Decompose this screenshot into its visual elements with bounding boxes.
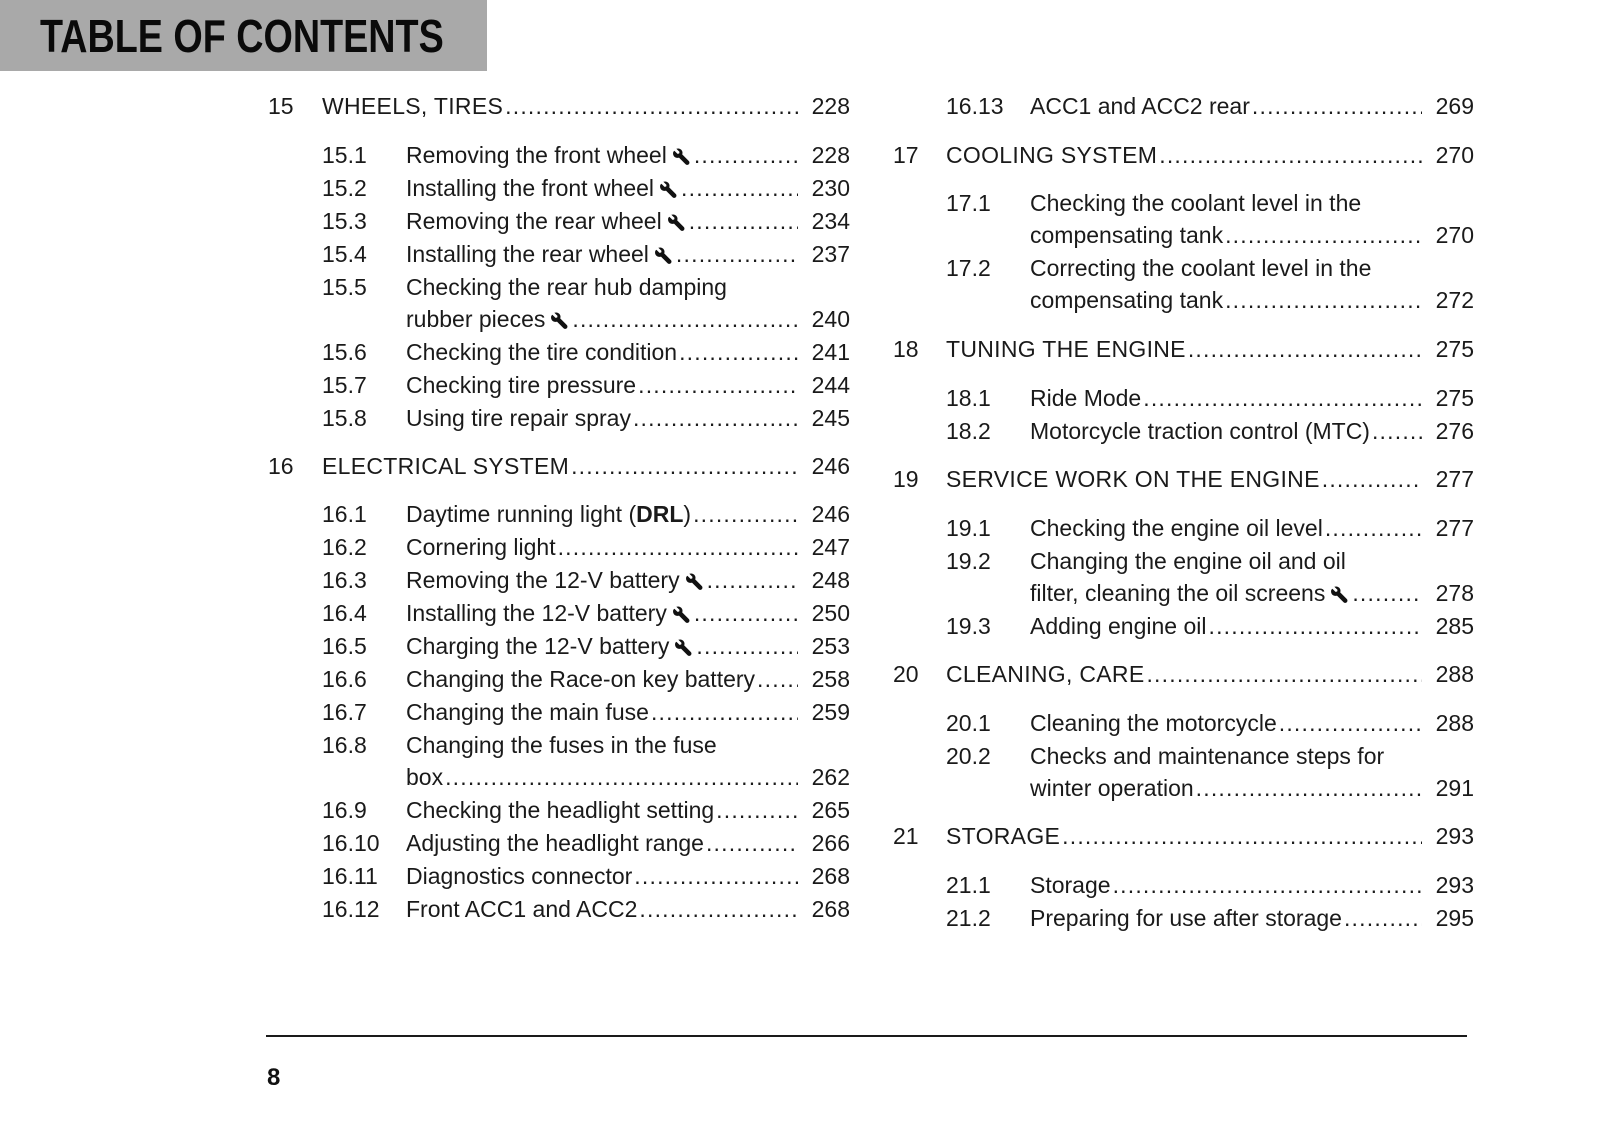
dot-leader [689, 207, 798, 235]
chapter-title [946, 335, 1188, 363]
section-number: 16.12 [322, 896, 380, 922]
toc-section-link[interactable] [1030, 221, 1430, 249]
page-title: TABLE OF CONTENTS [40, 10, 444, 62]
title-text: STORAGE [946, 823, 1061, 849]
section-number: 15.7 [322, 372, 367, 398]
title-text: Checking tire pressure [406, 372, 637, 398]
dot-leader [694, 141, 798, 169]
section-title [406, 829, 706, 857]
page-ref[interactable]: 293 [1435, 872, 1474, 898]
title-text: rubber pieces [406, 306, 546, 332]
toc-section-link[interactable] [406, 338, 806, 366]
dot-leader [634, 862, 798, 890]
section-title [406, 895, 639, 923]
section-title [1030, 92, 1252, 120]
section-title [406, 500, 693, 528]
section-number: 18.2 [946, 418, 991, 444]
section-number: 15.3 [322, 208, 367, 234]
section-title [406, 763, 445, 791]
chapter-number: 18 [893, 336, 919, 362]
toc-section-link[interactable] [406, 731, 806, 759]
section-number: 19.2 [946, 548, 991, 574]
page-ref[interactable]: 265 [811, 797, 850, 823]
dot-leader [1352, 579, 1422, 607]
section-number: 16.9 [322, 797, 367, 823]
section-number: 21.1 [946, 872, 991, 898]
page-ref[interactable]: 275 [1435, 336, 1474, 362]
toc-section-link[interactable] [1030, 742, 1430, 770]
toc-section-link[interactable] [1030, 579, 1430, 607]
section-number: 16.8 [322, 732, 367, 758]
toc-section-link[interactable] [1030, 417, 1430, 445]
wrench-icon [685, 573, 703, 591]
toc-section-link[interactable] [1030, 612, 1430, 640]
section-title [1030, 189, 1363, 217]
toc-section-link[interactable] [406, 240, 806, 268]
page-ref[interactable]: 247 [811, 534, 850, 560]
page-ref[interactable]: 259 [811, 699, 850, 725]
toc-section-link[interactable] [1030, 514, 1430, 542]
toc-section-link[interactable] [406, 862, 806, 890]
toc-section-link[interactable] [406, 665, 806, 693]
chapter-title [322, 452, 571, 480]
toc-section-link[interactable] [406, 796, 806, 824]
toc-section-link[interactable] [406, 273, 806, 301]
dot-leader [676, 240, 798, 268]
page-ref[interactable]: 278 [1435, 580, 1474, 606]
toc-section-link[interactable] [406, 829, 806, 857]
section-title [1030, 579, 1352, 607]
title-text: Correcting the coolant level in the [1030, 255, 1372, 281]
page-ref[interactable]: 276 [1435, 418, 1474, 444]
page-ref[interactable]: 230 [811, 175, 850, 201]
toc-chapter-link[interactable] [946, 660, 1430, 688]
dot-leader [1208, 612, 1422, 640]
page-ref[interactable]: 241 [811, 339, 850, 365]
title-text: Preparing for use after storage [1030, 905, 1342, 931]
chapter-number: 16 [268, 453, 294, 479]
page-ref[interactable]: 234 [811, 208, 850, 234]
title-text: Charging the 12-V battery [406, 633, 670, 659]
dot-leader [757, 665, 798, 693]
toc-chapter-link[interactable] [946, 335, 1430, 363]
toc-section-link[interactable] [1030, 92, 1430, 120]
toc-section-link[interactable] [1030, 189, 1430, 217]
dot-leader [1225, 221, 1422, 249]
dot-leader [706, 829, 798, 857]
page-ref[interactable]: 250 [811, 600, 850, 626]
dot-leader [639, 895, 798, 923]
dot-leader [1062, 822, 1422, 850]
section-title [406, 371, 638, 399]
toc-section-link[interactable] [406, 174, 806, 202]
title-text: Cornering light [406, 534, 556, 560]
section-number: 16.2 [322, 534, 367, 560]
page-ref[interactable]: 268 [811, 896, 850, 922]
section-number: 16.6 [322, 666, 367, 692]
dot-leader [572, 305, 798, 333]
section-title [1030, 612, 1208, 640]
page-ref[interactable]: 240 [811, 306, 850, 332]
chapter-number: 15 [268, 93, 294, 119]
section-title [406, 207, 689, 235]
section-title [406, 665, 757, 693]
page-ref[interactable]: 295 [1435, 905, 1474, 931]
page-ref[interactable]: 246 [811, 501, 850, 527]
title-text: Checking the rear hub damping [406, 274, 727, 300]
chapter-title [322, 92, 505, 120]
title-text: SERVICE WORK ON THE ENGINE [946, 466, 1320, 492]
section-title [406, 141, 694, 169]
title-text: Checking the coolant level in the [1030, 190, 1362, 216]
section-title [1030, 871, 1113, 899]
title-text: Cleaning the motorcycle [1030, 710, 1277, 736]
toc-chapter-link[interactable] [946, 822, 1430, 850]
section-number: 16.11 [322, 863, 378, 889]
title-text: Installing the front wheel [406, 175, 655, 201]
dot-leader [571, 452, 798, 480]
section-title [406, 174, 681, 202]
title-text: Ride Mode [1030, 385, 1142, 411]
dot-leader [633, 404, 798, 432]
section-number: 16.5 [322, 633, 367, 659]
chapter-number: 19 [893, 466, 919, 492]
title-text: Motorcycle traction control (MTC) [1030, 418, 1370, 444]
toc-section-link[interactable] [406, 141, 806, 169]
wrench-icon [550, 312, 568, 330]
section-number: 15.6 [322, 339, 367, 365]
dot-leader [1143, 384, 1422, 412]
title-text: COOLING SYSTEM [946, 142, 1158, 168]
title-text: WHEELS, TIRES [322, 93, 504, 119]
section-number: 16.4 [322, 600, 367, 626]
title-text: Checking the engine oil level [1030, 515, 1323, 541]
toc-section-link[interactable] [406, 371, 806, 399]
page-ref[interactable]: 246 [811, 453, 850, 479]
page-ref[interactable]: 237 [811, 241, 850, 267]
chapter-title [946, 465, 1322, 493]
page-ref[interactable]: 258 [811, 666, 850, 692]
section-title [1030, 514, 1325, 542]
toc-section-link[interactable] [406, 305, 806, 333]
title-text: Daytime running light ( [406, 501, 637, 527]
page-ref[interactable]: 228 [811, 142, 850, 168]
page-ref[interactable]: 253 [811, 633, 850, 659]
title-text: box [406, 764, 444, 790]
title-text: CLEANING, CARE [946, 661, 1145, 687]
section-title [406, 731, 719, 759]
dot-leader [1146, 660, 1422, 688]
section-title [1030, 221, 1225, 249]
section-number: 15.2 [322, 175, 367, 201]
title-text: Diagnostics connector [406, 863, 633, 889]
section-number: 21.2 [946, 905, 991, 931]
toc-section-link[interactable] [406, 566, 806, 594]
dot-leader [1279, 709, 1422, 737]
section-number: 19.3 [946, 613, 991, 639]
section-title [406, 338, 679, 366]
section-title [1030, 254, 1373, 282]
dot-leader [679, 338, 798, 366]
section-number: 20.1 [946, 710, 991, 736]
dot-leader [693, 500, 798, 528]
dot-leader [1372, 417, 1422, 445]
section-number: 17.2 [946, 255, 991, 281]
toc-section-link[interactable] [1030, 709, 1430, 737]
dot-leader [1344, 904, 1422, 932]
chapter-title [946, 141, 1159, 169]
dot-leader [1196, 774, 1422, 802]
wrench-icon [667, 214, 685, 232]
toc-chapter-link[interactable] [322, 452, 806, 480]
wrench-icon [672, 148, 690, 166]
dot-leader [505, 92, 798, 120]
section-number: 16.7 [322, 699, 367, 725]
page-ref[interactable]: 244 [811, 372, 850, 398]
toc-chapter-link[interactable] [322, 92, 806, 120]
title-text: ELECTRICAL SYSTEM [322, 453, 570, 479]
dot-leader [707, 566, 798, 594]
toc-section-link[interactable] [406, 207, 806, 235]
title-text: Removing the rear wheel [406, 208, 662, 234]
chapter-number: 17 [893, 142, 919, 168]
section-title [406, 240, 676, 268]
dot-leader [1252, 92, 1422, 120]
page-ref[interactable]: 291 [1435, 775, 1474, 801]
section-number: 15.8 [322, 405, 367, 431]
title-text: Installing the 12-V battery [406, 600, 667, 626]
dot-leader [1113, 871, 1422, 899]
toc-section-link[interactable] [406, 500, 806, 528]
section-number: 15.5 [322, 274, 367, 300]
page-ref[interactable]: 272 [1435, 287, 1474, 313]
section-title [406, 796, 716, 824]
section-title [1030, 904, 1344, 932]
section-title [1030, 286, 1225, 314]
title-text: Installing the rear wheel [406, 241, 649, 267]
section-title [406, 862, 634, 890]
title-text: winter operation [1030, 775, 1194, 801]
page-ref[interactable]: 275 [1435, 385, 1474, 411]
section-number: 15.1 [322, 142, 367, 168]
section-title [406, 599, 694, 627]
toc-section-link[interactable] [1030, 286, 1430, 314]
section-title [1030, 742, 1386, 770]
page-ref[interactable]: 285 [1435, 613, 1474, 639]
toc-section-link[interactable] [1030, 254, 1430, 282]
toc-section-link[interactable] [406, 533, 806, 561]
title-text: Removing the front wheel [406, 142, 667, 168]
section-title [1030, 774, 1196, 802]
page-ref[interactable]: 277 [1435, 515, 1474, 541]
title-text: Storage [1030, 872, 1111, 898]
section-title [406, 305, 572, 333]
section-title [406, 566, 707, 594]
toc-section-link[interactable] [406, 404, 806, 432]
title-text: Changing the Race-on key battery [406, 666, 756, 692]
section-number: 18.1 [946, 385, 991, 411]
title-text: Adjusting the headlight range [406, 830, 704, 856]
dot-leader [681, 174, 798, 202]
title-text: Front ACC1 and ACC2 [406, 896, 638, 922]
dot-leader [638, 371, 798, 399]
page-ref[interactable]: 277 [1435, 466, 1474, 492]
title-text: Checks and maintenance steps for [1030, 743, 1385, 769]
page-number: 8 [267, 1064, 281, 1091]
section-title [1030, 547, 1348, 575]
chapter-title [946, 660, 1146, 688]
dot-leader [445, 763, 798, 791]
title-text: Using tire repair spray [406, 405, 631, 431]
title-text: TUNING THE ENGINE [946, 336, 1186, 362]
wrench-icon [672, 606, 690, 624]
page-ref[interactable]: 248 [811, 567, 850, 593]
title-text: ACC1 and ACC2 rear [1030, 93, 1250, 119]
page-ref[interactable]: 245 [811, 405, 850, 431]
section-title [406, 533, 558, 561]
page-ref[interactable]: 270 [1435, 142, 1474, 168]
page-ref[interactable]: 262 [811, 764, 850, 790]
dot-leader [1188, 335, 1422, 363]
section-number: 16.13 [946, 93, 1004, 119]
page-ref[interactable]: 288 [1435, 661, 1474, 687]
toc-section-link[interactable] [1030, 547, 1430, 575]
dot-leader [558, 533, 798, 561]
section-title [406, 698, 651, 726]
toc-section-link[interactable] [1030, 904, 1430, 932]
toc-section-link[interactable] [1030, 384, 1430, 412]
toc-section-link[interactable] [406, 895, 806, 923]
title-text: Checking the tire condition [406, 339, 678, 365]
chapter-title [946, 822, 1062, 850]
page-ref[interactable]: 270 [1435, 222, 1474, 248]
footer-rule [266, 1035, 1467, 1037]
dot-leader [1325, 514, 1422, 542]
section-number: 16.3 [322, 567, 367, 593]
abbreviation-bold: DRL [636, 501, 684, 527]
title-text: Adding engine oil [1030, 613, 1207, 639]
toc-section-link[interactable] [406, 599, 806, 627]
title-suffix: ) [683, 501, 692, 527]
title-text: Removing the 12-V battery [406, 567, 680, 593]
dot-leader [651, 698, 798, 726]
section-title [406, 273, 729, 301]
title-text: compensating tank [1030, 222, 1224, 248]
section-number: 16.1 [322, 501, 367, 527]
section-number: 17.1 [946, 190, 991, 216]
page-ref[interactable]: 228 [811, 93, 850, 119]
chapter-number: 21 [893, 823, 919, 849]
page-ref[interactable]: 293 [1435, 823, 1474, 849]
wrench-icon [659, 181, 677, 199]
page-ref[interactable]: 268 [811, 863, 850, 889]
dot-leader [694, 599, 798, 627]
section-title [1030, 384, 1143, 412]
section-number: 20.2 [946, 743, 991, 769]
dot-leader [1322, 465, 1422, 493]
section-title [1030, 709, 1279, 737]
section-title [1030, 417, 1372, 445]
toc-section-link[interactable] [406, 698, 806, 726]
toc-section-link[interactable] [406, 763, 806, 791]
title-text: filter, cleaning the oil screens [1030, 580, 1326, 606]
wrench-icon [654, 247, 672, 265]
dot-leader [696, 632, 798, 660]
wrench-icon [1330, 586, 1348, 604]
section-number: 15.4 [322, 241, 367, 267]
section-title [406, 404, 633, 432]
page-ref[interactable]: 269 [1435, 93, 1474, 119]
dot-leader [716, 796, 798, 824]
dot-leader [1225, 286, 1422, 314]
toc-chapter-link[interactable] [946, 141, 1430, 169]
title-text: Changing the engine oil and oil [1030, 548, 1346, 574]
chapter-number: 20 [893, 661, 919, 687]
title-text: compensating tank [1030, 287, 1224, 313]
section-number: 16.10 [322, 830, 380, 856]
toc-section-link[interactable] [1030, 871, 1430, 899]
title-text: Changing the fuses in the fuse [406, 732, 717, 758]
title-text: Checking the headlight setting [406, 797, 715, 823]
dot-leader [1159, 141, 1422, 169]
toc-section-link[interactable] [1030, 774, 1430, 802]
wrench-icon [674, 639, 692, 657]
title-text: Changing the main fuse [406, 699, 649, 725]
toc-chapter-link[interactable] [946, 465, 1430, 493]
page-ref[interactable]: 266 [811, 830, 850, 856]
toc-section-link[interactable] [406, 632, 806, 660]
section-title [406, 632, 696, 660]
page-ref[interactable]: 288 [1435, 710, 1474, 736]
section-number: 19.1 [946, 515, 991, 541]
